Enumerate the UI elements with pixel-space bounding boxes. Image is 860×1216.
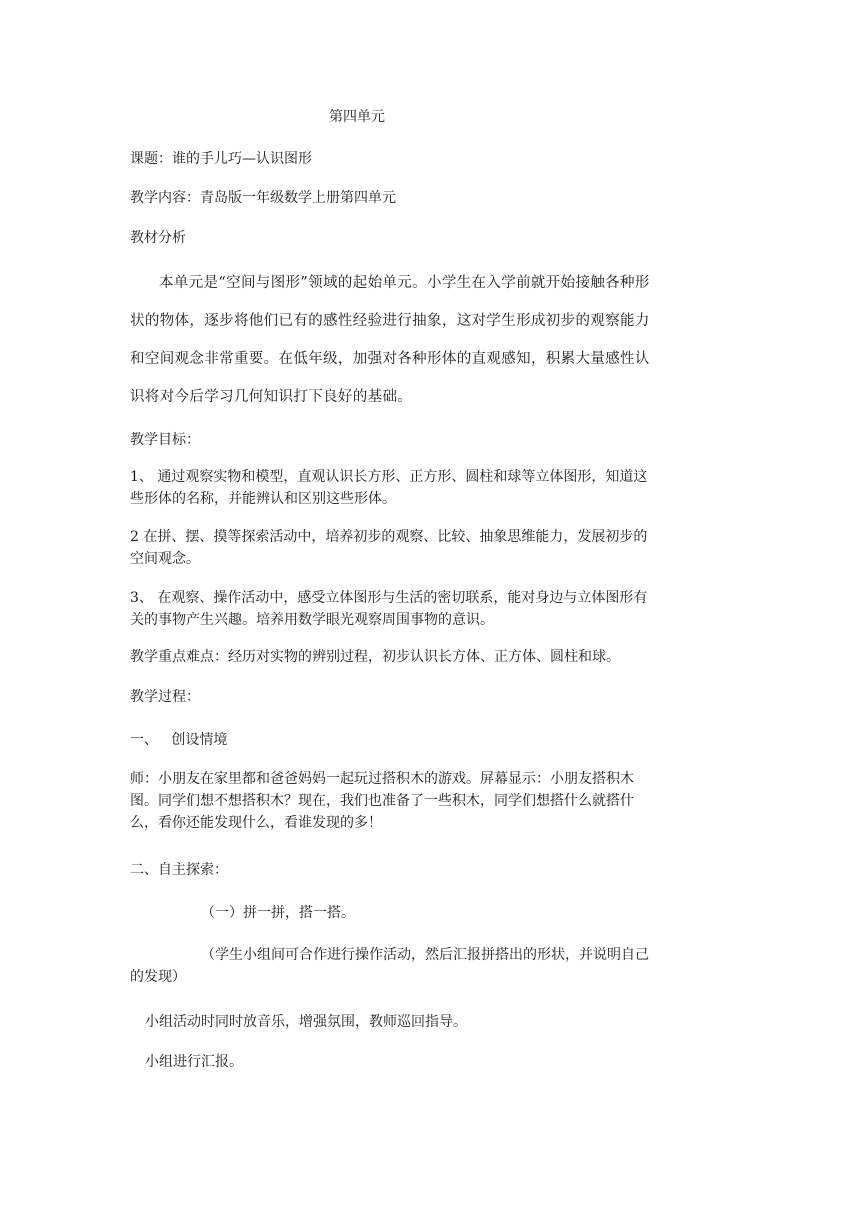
- key-points: 教学重点难点：经历对实物的辨别过程，初步认识长方体、正方体、圆柱和球。: [130, 649, 620, 665]
- teaching-content: 教学内容：青岛版一年级数学上册第四单元: [130, 190, 396, 206]
- unit-title: 第四单元: [329, 109, 385, 125]
- group-activity: 小组活动时同时放音乐，增强氛围，教师巡回指导。: [145, 1014, 467, 1030]
- teacher-intro: 师：小朋友在家里都和爸爸妈妈一起玩过搭积木的游戏。屏幕显示：小朋友搭积木图。同学们想不想搭积木？现在，我们也准备了一些积木，同学们想搭什么就搭什么，看你还能发现什么，看谁发现的多！: [130, 771, 634, 831]
- analysis-heading: 教材分析: [130, 230, 186, 246]
- goal-1: 1、 通过观察实物和模型，直观认识长方形、正方形、圆柱和球等立体图形，知道这些形体的名称，并能辨认和区别这些形体。: [130, 469, 648, 507]
- section-1-heading: 一、 创设情境: [130, 732, 228, 748]
- process-heading: 教学过程：: [130, 689, 200, 705]
- analysis-body: 本单元是“空间与图形”领域的起始单元。小学生在入学前就开始接触各种形状的物体，逐步将他们已有的感性经验进行抽象，这对学生形成初步的观察能力和空间观念非常重要。在低年级，加强对各种形体的直观感知，积累大量感性认识将对今后学习几何知识打下良好的基础。: [130, 275, 650, 405]
- group-report: 小组进行汇报。: [145, 1054, 243, 1070]
- sub-section-1: （一）拼一拼，搭一搭。: [201, 905, 355, 921]
- sub-section-1-note: （学生小组间可合作进行操作活动，然后汇报拼搭出的形状，并说明自己的发现）: [130, 947, 649, 985]
- goal-2: 2 在拼、摆、摸等探索活动中，培养初步的观察、比较、抽象思维能力，发展初步的空间观念。: [130, 529, 648, 567]
- section-2-heading: 二、自主探索：: [130, 862, 228, 878]
- goals-heading: 教学目标：: [130, 432, 200, 448]
- goal-3: 3、 在观察、操作活动中，感受立体图形与生活的密切联系，能对身边与立体图形有关的事物产生兴趣。培养用数学眼光观察周围事物的意识。: [130, 590, 648, 628]
- lesson-title: 课题：谁的手儿巧—认识图形: [130, 151, 312, 167]
